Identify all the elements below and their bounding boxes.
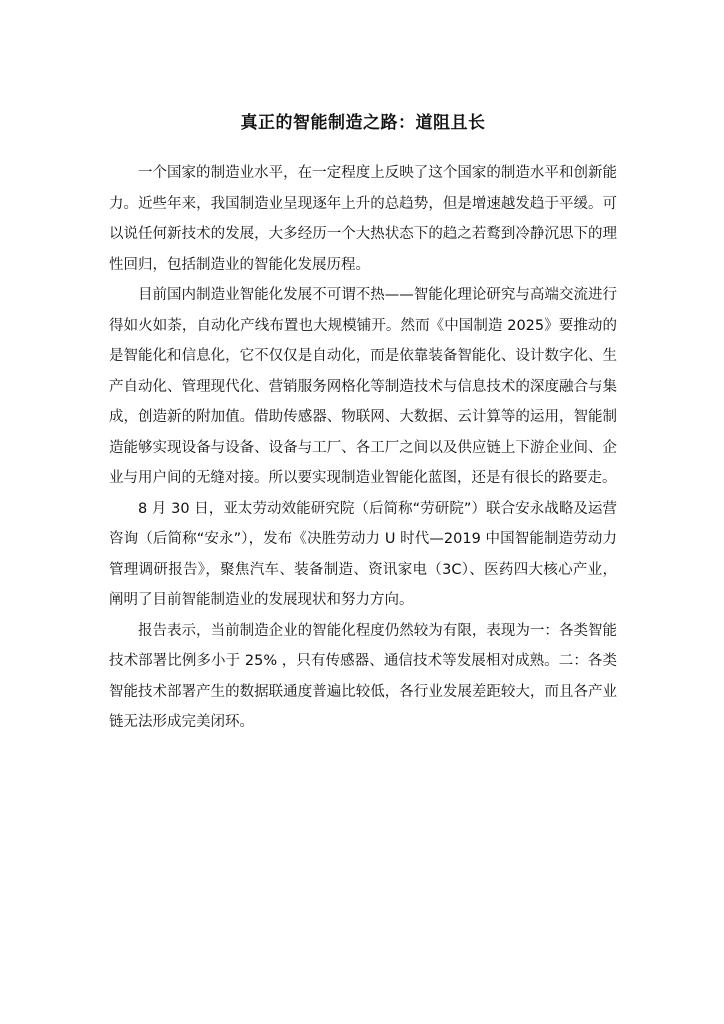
document-title: 真正的智能制造之路：道阻且长 <box>240 113 486 133</box>
paragraph-3: 8 月 30 日，亚太劳动效能研究院（后简称“劳研院”）联合安永战略及运营咨询（后简称“安永”），发布《决胜劳动力 U 时代—2019 中国智能制造劳动力管理调研报告》，聚焦汽车、装备制造、资讯家电（3C）、医药四大核心产业，阐明了目前智能制造业的发展现状和努力方向。 <box>109 500 617 608</box>
document-page <box>109 110 617 738</box>
paragraph-2: 目前国内制造业智能化发展不可谓不热——智能化理论研究与高端交流进行得如火如荼，自动化产线布置也大规模铺开。然而《中国制造 2025》要推动的是智能化和信息化，它不仅仅是自动化，而是依靠装备智能化、设计数字化、生产自动化、管理现代化、营销服务网格化等制造技术与信息技术的深度融合与集成，创造新的附加值。借助传感器、物联网、大数据、云计算等的运用，智能制造能够实现设备与设备、设备与工厂、各工厂之间以及供应链上下游企业间、企业与用户间的无缝对接。所以要实现制造业智能化蓝图，还是有很长的路要走。 <box>109 287 617 486</box>
paragraph-4: 报告表示，当前制造企业的智能化程度仍然较为有限，表现为一：各类智能技术部署比例多小于 25% ，只有传感器、通信技术等发展相对成熟。二：各类智能技术部署产生的数据联通度普遍比较低，各行业发展差距较大，而且各产业链无法形成完美闭环。 <box>109 622 617 730</box>
paragraph-1: 一个国家的制造业水平，在一定程度上反映了这个国家的制造水平和创新能力。近些年来，我国制造业呈现逐年上升的总趋势，但是增速越发趋于平缓。可以说任何新技术的发展，大多经历一个大热状态下的趋之若鹜到冷静沉思下的理性回归，包括制造业的智能化发展历程。 <box>109 165 617 273</box>
